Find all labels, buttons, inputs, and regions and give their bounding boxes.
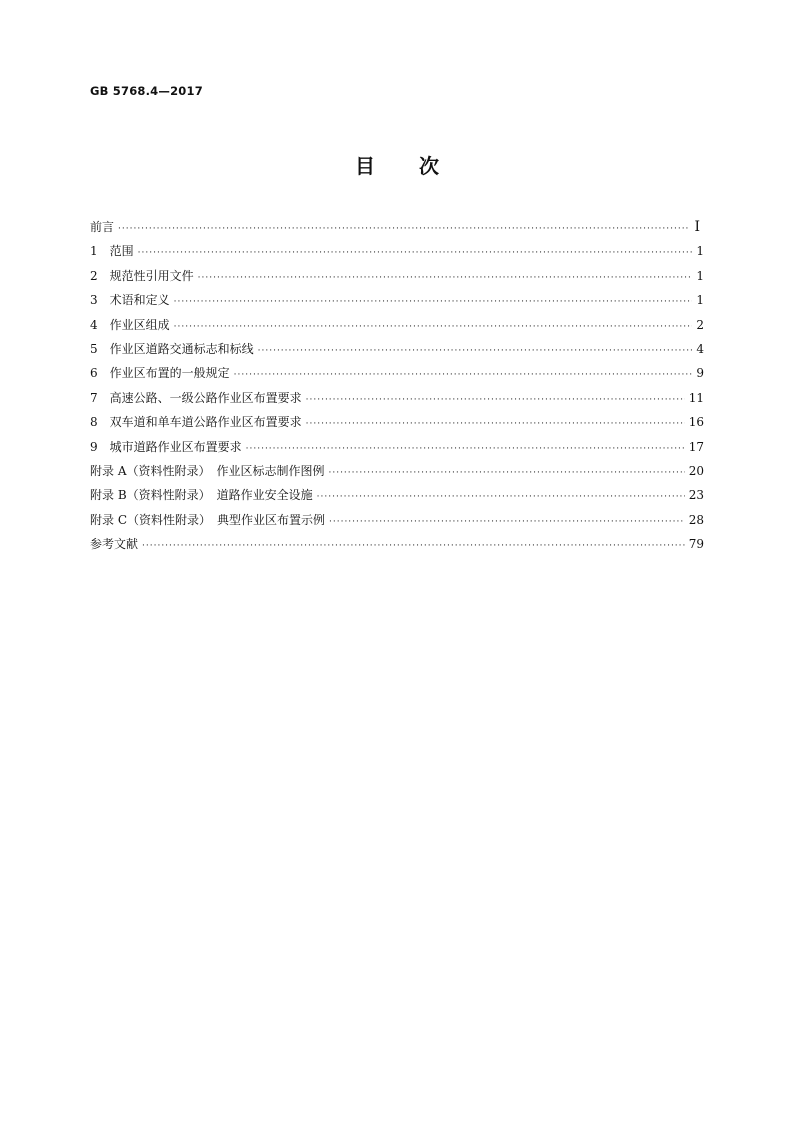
toc-dot-leader (174, 315, 692, 339)
toc-entry-bibliography[interactable] (90, 532, 704, 556)
toc-page-number: 23 (688, 488, 704, 503)
toc-dot-leader (142, 534, 685, 558)
toc-page-number: 17 (688, 439, 704, 454)
toc-dot-leader (329, 510, 685, 534)
toc-page-number: 1 (696, 244, 704, 259)
toc-entry-label: 前言 (90, 220, 115, 234)
toc-page-number: 9 (696, 366, 704, 381)
toc-dot-leader (306, 388, 685, 412)
toc-dot-leader (317, 485, 685, 509)
table-of-contents (90, 215, 704, 556)
toc-page-number: 28 (688, 512, 704, 527)
toc-entry-label: 附录 A（资料性附录） 作业区标志制作图例 (90, 463, 325, 478)
toc-entry-label: 3 术语和定义 (90, 293, 170, 308)
toc-entry-label: 6 作业区布置的一般规定 (90, 366, 230, 381)
toc-entry-label: 参考文献 (90, 537, 139, 552)
toc-entry-label: 附录 B（资料性附录） 道路作业安全设施 (90, 488, 313, 503)
toc-page-number: 2 (696, 317, 704, 332)
toc-entry-foreword[interactable] (90, 215, 704, 239)
toc-entry-label: 附录 C（资料性附录） 典型作业区布置示例 (90, 512, 325, 527)
toc-entry-label: 7 高速公路、一级公路作业区布置要求 (90, 390, 302, 405)
toc-entry-work-zone-composition[interactable] (90, 313, 704, 337)
toc-entry-appendix-c[interactable] (90, 508, 704, 532)
toc-dot-leader (258, 339, 692, 363)
toc-entry-label: 8 双车道和单车道公路作业区布置要求 (90, 415, 302, 430)
toc-entry-appendix-b[interactable] (90, 483, 704, 507)
toc-page-number: 11 (688, 390, 704, 405)
toc-entry-appendix-a[interactable] (90, 459, 704, 483)
document-code: GB 5768.4—2017 (90, 84, 203, 98)
page-title: 目次 (355, 154, 483, 178)
toc-entry-label: 1 范围 (90, 244, 134, 259)
toc-entry-two-lane-layout[interactable] (90, 410, 704, 434)
toc-entry-label: 2 规范性引用文件 (90, 268, 194, 283)
toc-dot-leader (246, 437, 685, 461)
toc-page-number: 16 (688, 415, 704, 430)
toc-dot-leader (198, 266, 692, 290)
toc-page-number: 1 (696, 293, 704, 308)
toc-entry-normative-references[interactable] (90, 264, 704, 288)
toc-page-number: 4 (696, 341, 704, 356)
toc-entry-label: 4 作业区组成 (90, 317, 170, 332)
toc-entry-expressway-layout[interactable] (90, 386, 704, 410)
toc-page-number: 20 (688, 463, 704, 478)
toc-page-number: 1 (696, 268, 704, 283)
toc-entry-signs-markings[interactable] (90, 337, 704, 361)
toc-dot-leader (328, 461, 684, 485)
toc-page-number: 79 (688, 537, 704, 552)
toc-dot-leader (234, 363, 692, 387)
toc-entry-label: 9 城市道路作业区布置要求 (90, 439, 242, 454)
toc-dot-leader (138, 241, 692, 265)
toc-dot-leader (174, 290, 692, 314)
toc-dot-leader (306, 412, 685, 436)
toc-entry-scope[interactable] (90, 239, 704, 263)
toc-page-number: Ⅰ (694, 219, 700, 235)
toc-dot-leader (118, 217, 688, 241)
toc-entry-terms-definitions[interactable] (90, 288, 704, 312)
toc-entry-urban-road-layout[interactable] (90, 435, 704, 459)
toc-entry-label: 5 作业区道路交通标志和标线 (90, 341, 254, 356)
toc-entry-general-layout[interactable] (90, 361, 704, 385)
